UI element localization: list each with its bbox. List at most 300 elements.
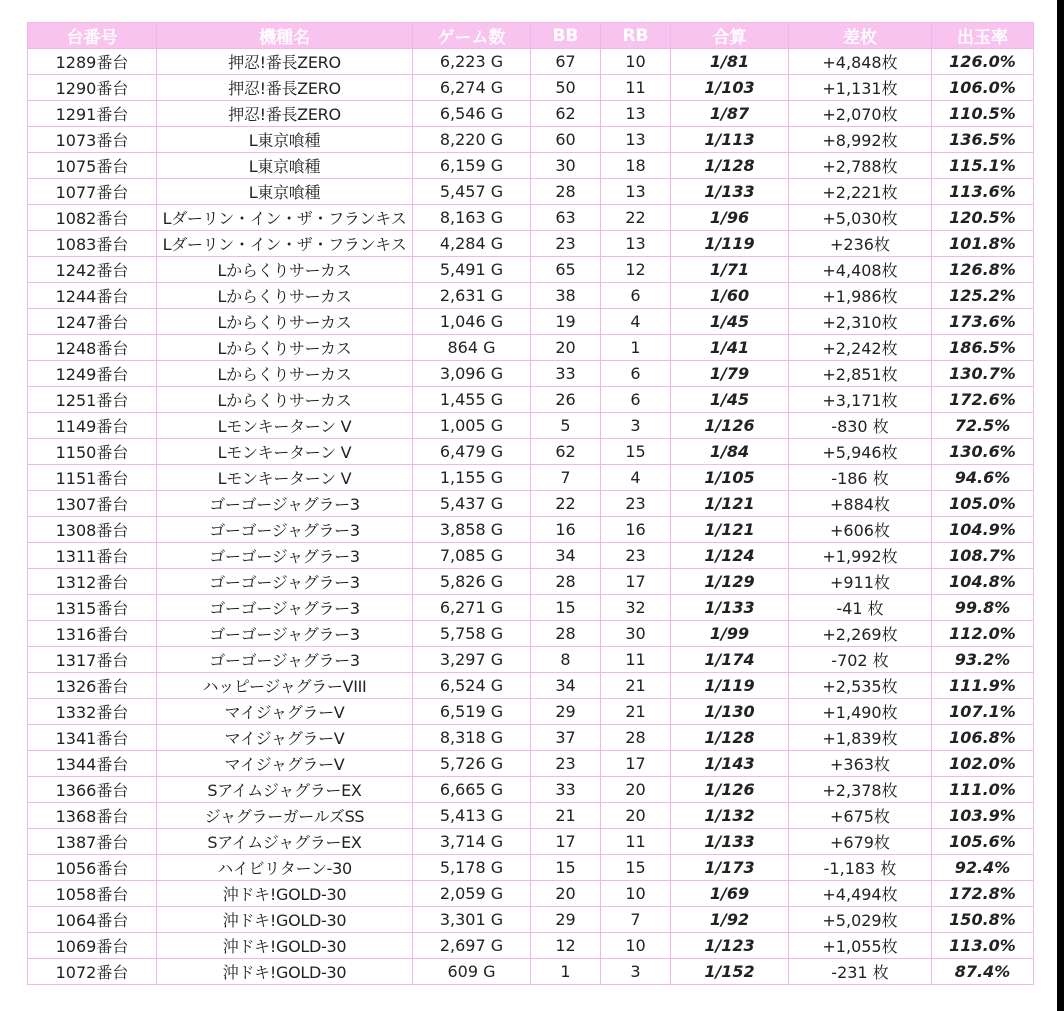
game-count-cell: 3,096 G	[413, 361, 531, 387]
bb-cell: 30	[531, 153, 601, 179]
combined-odds-cell: 1/105	[671, 465, 789, 491]
difference-cell: -1,183 枚	[789, 855, 932, 881]
rb-cell: 21	[601, 699, 671, 725]
table-row	[28, 517, 1034, 543]
bb-cell: 1	[531, 959, 601, 985]
machine-number-cell: 1150番台	[28, 439, 157, 465]
game-count-cell: 7,085 G	[413, 543, 531, 569]
payout-rate-cell: 99.8%	[932, 595, 1034, 621]
payout-rate-cell: 186.5%	[932, 335, 1034, 361]
game-count-cell: 1,005 G	[413, 413, 531, 439]
table-row	[28, 101, 1034, 127]
model-name-cell: ゴーゴージャグラー3	[157, 517, 413, 543]
machine-number-cell: 1064番台	[28, 907, 157, 933]
payout-rate-cell: 112.0%	[932, 621, 1034, 647]
combined-odds-cell: 1/132	[671, 803, 789, 829]
difference-cell: +4,494枚	[789, 881, 932, 907]
table-header-row	[28, 23, 1034, 49]
table-row	[28, 725, 1034, 751]
model-name-cell: Lからくりサーカス	[157, 283, 413, 309]
payout-rate-cell: 172.6%	[932, 387, 1034, 413]
bb-cell: 20	[531, 881, 601, 907]
table-row	[28, 361, 1034, 387]
table-row	[28, 595, 1034, 621]
game-count-cell: 4,284 G	[413, 231, 531, 257]
payout-rate-cell: 104.9%	[932, 517, 1034, 543]
bb-cell: 34	[531, 543, 601, 569]
game-count-cell: 609 G	[413, 959, 531, 985]
rb-cell: 4	[601, 309, 671, 335]
table-row	[28, 829, 1034, 855]
payout-rate-cell: 130.7%	[932, 361, 1034, 387]
combined-odds-cell: 1/126	[671, 777, 789, 803]
machine-number-cell: 1251番台	[28, 387, 157, 413]
combined-odds-cell: 1/79	[671, 361, 789, 387]
rb-cell: 18	[601, 153, 671, 179]
rb-cell: 23	[601, 543, 671, 569]
combined-odds-cell: 1/119	[671, 231, 789, 257]
rb-cell: 1	[601, 335, 671, 361]
difference-cell: +2,221枚	[789, 179, 932, 205]
machine-number-cell: 1242番台	[28, 257, 157, 283]
model-name-cell: ゴーゴージャグラー3	[157, 595, 413, 621]
combined-odds-cell: 1/174	[671, 647, 789, 673]
table-row	[28, 647, 1034, 673]
payout-rate-cell: 108.7%	[932, 543, 1034, 569]
column-header-machine-number: 台番号	[28, 23, 157, 49]
machine-number-cell: 1249番台	[28, 361, 157, 387]
machine-number-cell: 1289番台	[28, 49, 157, 75]
combined-odds-cell: 1/173	[671, 855, 789, 881]
payout-rate-cell: 126.8%	[932, 257, 1034, 283]
bb-cell: 33	[531, 777, 601, 803]
bb-cell: 33	[531, 361, 601, 387]
difference-cell: -186 枚	[789, 465, 932, 491]
column-header-game-count: ゲーム数	[413, 23, 531, 49]
game-count-cell: 6,546 G	[413, 101, 531, 127]
table-row	[28, 231, 1034, 257]
column-header-rb: RB	[601, 23, 671, 49]
table-row	[28, 387, 1034, 413]
table-row	[28, 75, 1034, 101]
machine-number-cell: 1072番台	[28, 959, 157, 985]
table-row	[28, 465, 1034, 491]
model-name-cell: SアイムジャグラーEX	[157, 829, 413, 855]
rb-cell: 20	[601, 777, 671, 803]
game-count-cell: 5,178 G	[413, 855, 531, 881]
bb-cell: 5	[531, 413, 601, 439]
table-row	[28, 699, 1034, 725]
column-header-combined: 合算	[671, 23, 789, 49]
bb-cell: 28	[531, 621, 601, 647]
rb-cell: 16	[601, 517, 671, 543]
payout-rate-cell: 87.4%	[932, 959, 1034, 985]
model-name-cell: マイジャグラーV	[157, 725, 413, 751]
rb-cell: 6	[601, 387, 671, 413]
model-name-cell: マイジャグラーV	[157, 751, 413, 777]
machine-number-cell: 1244番台	[28, 283, 157, 309]
payout-rate-cell: 103.9%	[932, 803, 1034, 829]
difference-cell: -231 枚	[789, 959, 932, 985]
combined-odds-cell: 1/143	[671, 751, 789, 777]
machine-number-cell: 1083番台	[28, 231, 157, 257]
machine-number-cell: 1315番台	[28, 595, 157, 621]
table-row	[28, 881, 1034, 907]
table-row	[28, 803, 1034, 829]
combined-odds-cell: 1/129	[671, 569, 789, 595]
rb-cell: 13	[601, 127, 671, 153]
model-name-cell: 沖ドキ!GOLD-30	[157, 959, 413, 985]
model-name-cell: Lからくりサーカス	[157, 309, 413, 335]
model-name-cell: Lからくりサーカス	[157, 387, 413, 413]
rb-cell: 22	[601, 205, 671, 231]
difference-cell: +5,030枚	[789, 205, 932, 231]
game-count-cell: 8,220 G	[413, 127, 531, 153]
payout-rate-cell: 173.6%	[932, 309, 1034, 335]
bb-cell: 34	[531, 673, 601, 699]
table-row	[28, 907, 1034, 933]
bb-cell: 67	[531, 49, 601, 75]
combined-odds-cell: 1/130	[671, 699, 789, 725]
game-count-cell: 6,665 G	[413, 777, 531, 803]
payout-rate-cell: 92.4%	[932, 855, 1034, 881]
difference-cell: +1,839枚	[789, 725, 932, 751]
game-count-cell: 3,301 G	[413, 907, 531, 933]
payout-rate-cell: 126.0%	[932, 49, 1034, 75]
model-name-cell: Lモンキーターン V	[157, 413, 413, 439]
machine-number-cell: 1149番台	[28, 413, 157, 439]
machine-number-cell: 1290番台	[28, 75, 157, 101]
combined-odds-cell: 1/96	[671, 205, 789, 231]
rb-cell: 6	[601, 283, 671, 309]
machine-number-cell: 1075番台	[28, 153, 157, 179]
machine-number-cell: 1291番台	[28, 101, 157, 127]
payout-rate-cell: 105.0%	[932, 491, 1034, 517]
game-count-cell: 6,479 G	[413, 439, 531, 465]
game-count-cell: 1,155 G	[413, 465, 531, 491]
model-name-cell: ジャグラーガールズSS	[157, 803, 413, 829]
combined-odds-cell: 1/84	[671, 439, 789, 465]
table-row	[28, 49, 1034, 75]
combined-odds-cell: 1/103	[671, 75, 789, 101]
combined-odds-cell: 1/133	[671, 179, 789, 205]
difference-cell: +8,992枚	[789, 127, 932, 153]
column-header-difference: 差枚	[789, 23, 932, 49]
rb-cell: 10	[601, 881, 671, 907]
payout-rate-cell: 113.6%	[932, 179, 1034, 205]
table-row	[28, 179, 1034, 205]
rb-cell: 13	[601, 101, 671, 127]
model-name-cell: ゴーゴージャグラー3	[157, 647, 413, 673]
difference-cell: +2,851枚	[789, 361, 932, 387]
difference-cell: +606枚	[789, 517, 932, 543]
right-edge-bar	[1057, 0, 1064, 1011]
rb-cell: 4	[601, 465, 671, 491]
difference-cell: +3,171枚	[789, 387, 932, 413]
rb-cell: 21	[601, 673, 671, 699]
model-name-cell: ハイビリターン-30	[157, 855, 413, 881]
rb-cell: 10	[601, 49, 671, 75]
machine-number-cell: 1307番台	[28, 491, 157, 517]
rb-cell: 3	[601, 413, 671, 439]
bb-cell: 16	[531, 517, 601, 543]
machine-number-cell: 1366番台	[28, 777, 157, 803]
game-count-cell: 2,059 G	[413, 881, 531, 907]
difference-cell: +2,269枚	[789, 621, 932, 647]
model-name-cell: L東京喰種	[157, 153, 413, 179]
bb-cell: 12	[531, 933, 601, 959]
game-count-cell: 6,524 G	[413, 673, 531, 699]
bb-cell: 23	[531, 751, 601, 777]
difference-cell: +363枚	[789, 751, 932, 777]
game-count-cell: 2,697 G	[413, 933, 531, 959]
model-name-cell: 沖ドキ!GOLD-30	[157, 907, 413, 933]
combined-odds-cell: 1/133	[671, 595, 789, 621]
machine-number-cell: 1058番台	[28, 881, 157, 907]
bb-cell: 50	[531, 75, 601, 101]
model-name-cell: Lからくりサーカス	[157, 335, 413, 361]
difference-cell: +2,242枚	[789, 335, 932, 361]
rb-cell: 30	[601, 621, 671, 647]
game-count-cell: 6,271 G	[413, 595, 531, 621]
bb-cell: 62	[531, 439, 601, 465]
machine-number-cell: 1082番台	[28, 205, 157, 231]
table-row	[28, 777, 1034, 803]
table-row	[28, 309, 1034, 335]
payout-rate-cell: 111.0%	[932, 777, 1034, 803]
rb-cell: 6	[601, 361, 671, 387]
bb-cell: 62	[531, 101, 601, 127]
game-count-cell: 6,519 G	[413, 699, 531, 725]
table-row	[28, 283, 1034, 309]
combined-odds-cell: 1/45	[671, 309, 789, 335]
machine-number-cell: 1151番台	[28, 465, 157, 491]
machine-number-cell: 1387番台	[28, 829, 157, 855]
bb-cell: 29	[531, 699, 601, 725]
difference-cell: +1,490枚	[789, 699, 932, 725]
combined-odds-cell: 1/71	[671, 257, 789, 283]
table-row	[28, 933, 1034, 959]
model-name-cell: SアイムジャグラーEX	[157, 777, 413, 803]
model-name-cell: ゴーゴージャグラー3	[157, 543, 413, 569]
machine-number-cell: 1326番台	[28, 673, 157, 699]
machine-number-cell: 1056番台	[28, 855, 157, 881]
model-name-cell: 押忍!番長ZERO	[157, 101, 413, 127]
difference-cell: +884枚	[789, 491, 932, 517]
model-name-cell: L東京喰種	[157, 127, 413, 153]
payout-rate-cell: 120.5%	[932, 205, 1034, 231]
combined-odds-cell: 1/41	[671, 335, 789, 361]
table-row	[28, 855, 1034, 881]
game-count-cell: 8,318 G	[413, 725, 531, 751]
table-row	[28, 959, 1034, 985]
rb-cell: 7	[601, 907, 671, 933]
table-row	[28, 205, 1034, 231]
table-row	[28, 543, 1034, 569]
machine-number-cell: 1077番台	[28, 179, 157, 205]
model-name-cell: Lからくりサーカス	[157, 257, 413, 283]
bb-cell: 23	[531, 231, 601, 257]
bb-cell: 63	[531, 205, 601, 231]
model-name-cell: ゴーゴージャグラー3	[157, 621, 413, 647]
machine-number-cell: 1248番台	[28, 335, 157, 361]
model-name-cell: 押忍!番長ZERO	[157, 75, 413, 101]
machine-number-cell: 1368番台	[28, 803, 157, 829]
model-name-cell: Lモンキーターン V	[157, 465, 413, 491]
game-count-cell: 5,413 G	[413, 803, 531, 829]
bb-cell: 26	[531, 387, 601, 413]
machine-number-cell: 1317番台	[28, 647, 157, 673]
difference-cell: +2,535枚	[789, 673, 932, 699]
machine-number-cell: 1247番台	[28, 309, 157, 335]
payout-rate-cell: 111.9%	[932, 673, 1034, 699]
game-count-cell: 3,714 G	[413, 829, 531, 855]
game-count-cell: 5,726 G	[413, 751, 531, 777]
rb-cell: 12	[601, 257, 671, 283]
payout-rate-cell: 72.5%	[932, 413, 1034, 439]
combined-odds-cell: 1/128	[671, 153, 789, 179]
difference-cell: +4,408枚	[789, 257, 932, 283]
model-name-cell: Lダーリン・イン・ザ・フランキス	[157, 231, 413, 257]
machine-number-cell: 1312番台	[28, 569, 157, 595]
table-row	[28, 257, 1034, 283]
combined-odds-cell: 1/119	[671, 673, 789, 699]
rb-cell: 11	[601, 647, 671, 673]
game-count-cell: 5,826 G	[413, 569, 531, 595]
machine-number-cell: 1069番台	[28, 933, 157, 959]
table-row	[28, 335, 1034, 361]
rb-cell: 32	[601, 595, 671, 621]
rb-cell: 3	[601, 959, 671, 985]
machine-number-cell: 1073番台	[28, 127, 157, 153]
table-row	[28, 127, 1034, 153]
payout-rate-cell: 107.1%	[932, 699, 1034, 725]
machine-number-cell: 1311番台	[28, 543, 157, 569]
table-row	[28, 413, 1034, 439]
game-count-cell: 1,455 G	[413, 387, 531, 413]
payout-rate-cell: 104.8%	[932, 569, 1034, 595]
difference-cell: +4,848枚	[789, 49, 932, 75]
table-row	[28, 751, 1034, 777]
bb-cell: 21	[531, 803, 601, 829]
game-count-cell: 5,758 G	[413, 621, 531, 647]
difference-cell: +2,378枚	[789, 777, 932, 803]
payout-rate-cell: 125.2%	[932, 283, 1034, 309]
difference-cell: +2,788枚	[789, 153, 932, 179]
model-name-cell: Lからくりサーカス	[157, 361, 413, 387]
combined-odds-cell: 1/99	[671, 621, 789, 647]
bb-cell: 8	[531, 647, 601, 673]
bb-cell: 19	[531, 309, 601, 335]
model-name-cell: 押忍!番長ZERO	[157, 49, 413, 75]
combined-odds-cell: 1/128	[671, 725, 789, 751]
machine-number-cell: 1344番台	[28, 751, 157, 777]
bb-cell: 28	[531, 569, 601, 595]
game-count-cell: 5,457 G	[413, 179, 531, 205]
payout-rate-cell: 106.8%	[932, 725, 1034, 751]
game-count-cell: 1,046 G	[413, 309, 531, 335]
rb-cell: 17	[601, 569, 671, 595]
bb-cell: 38	[531, 283, 601, 309]
bb-cell: 20	[531, 335, 601, 361]
table-row	[28, 673, 1034, 699]
bb-cell: 28	[531, 179, 601, 205]
rb-cell: 13	[601, 179, 671, 205]
difference-cell: +236枚	[789, 231, 932, 257]
column-header-bb: BB	[531, 23, 601, 49]
table-row	[28, 439, 1034, 465]
difference-cell: -702 枚	[789, 647, 932, 673]
column-header-model-name: 機種名	[157, 23, 413, 49]
model-name-cell: マイジャグラーV	[157, 699, 413, 725]
table-row	[28, 491, 1034, 517]
difference-cell: +675枚	[789, 803, 932, 829]
combined-odds-cell: 1/69	[671, 881, 789, 907]
machine-number-cell: 1341番台	[28, 725, 157, 751]
difference-cell: +679枚	[789, 829, 932, 855]
combined-odds-cell: 1/152	[671, 959, 789, 985]
rb-cell: 11	[601, 75, 671, 101]
payout-rate-cell: 105.6%	[932, 829, 1034, 855]
rb-cell: 17	[601, 751, 671, 777]
slot-data-table	[27, 22, 1034, 985]
model-name-cell: ゴーゴージャグラー3	[157, 491, 413, 517]
difference-cell: -41 枚	[789, 595, 932, 621]
game-count-cell: 6,274 G	[413, 75, 531, 101]
combined-odds-cell: 1/81	[671, 49, 789, 75]
combined-odds-cell: 1/45	[671, 387, 789, 413]
game-count-cell: 6,223 G	[413, 49, 531, 75]
game-count-cell: 864 G	[413, 335, 531, 361]
difference-cell: -830 枚	[789, 413, 932, 439]
difference-cell: +2,310枚	[789, 309, 932, 335]
model-name-cell: L東京喰種	[157, 179, 413, 205]
bb-cell: 37	[531, 725, 601, 751]
game-count-cell: 3,297 G	[413, 647, 531, 673]
game-count-cell: 8,163 G	[413, 205, 531, 231]
payout-rate-cell: 110.5%	[932, 101, 1034, 127]
payout-rate-cell: 130.6%	[932, 439, 1034, 465]
machine-number-cell: 1316番台	[28, 621, 157, 647]
combined-odds-cell: 1/133	[671, 829, 789, 855]
model-name-cell: Lダーリン・イン・ザ・フランキス	[157, 205, 413, 231]
bb-cell: 15	[531, 855, 601, 881]
table-row	[28, 569, 1034, 595]
table-row	[28, 621, 1034, 647]
game-count-cell: 2,631 G	[413, 283, 531, 309]
difference-cell: +5,029枚	[789, 907, 932, 933]
payout-rate-cell: 113.0%	[932, 933, 1034, 959]
difference-cell: +1,131枚	[789, 75, 932, 101]
combined-odds-cell: 1/92	[671, 907, 789, 933]
game-count-cell: 5,491 G	[413, 257, 531, 283]
combined-odds-cell: 1/121	[671, 491, 789, 517]
game-count-cell: 5,437 G	[413, 491, 531, 517]
bb-cell: 22	[531, 491, 601, 517]
table-row	[28, 153, 1034, 179]
table-body	[28, 49, 1034, 985]
difference-cell: +5,946枚	[789, 439, 932, 465]
combined-odds-cell: 1/87	[671, 101, 789, 127]
game-count-cell: 6,159 G	[413, 153, 531, 179]
rb-cell: 15	[601, 439, 671, 465]
rb-cell: 10	[601, 933, 671, 959]
machine-number-cell: 1332番台	[28, 699, 157, 725]
bb-cell: 7	[531, 465, 601, 491]
game-count-cell: 3,858 G	[413, 517, 531, 543]
bb-cell: 15	[531, 595, 601, 621]
bb-cell: 17	[531, 829, 601, 855]
